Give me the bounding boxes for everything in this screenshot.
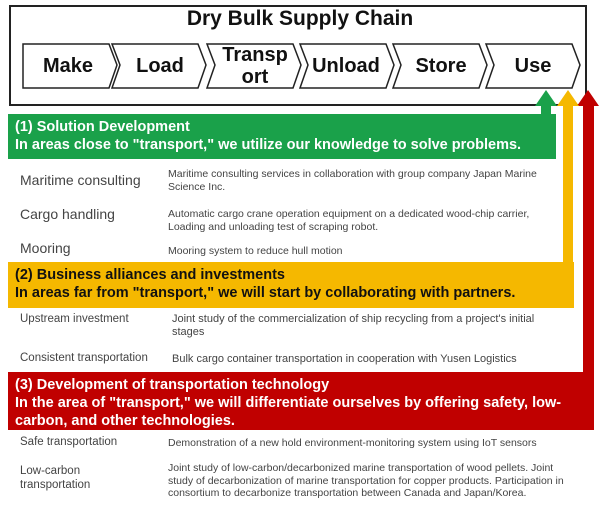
section-3-banner [8,372,594,430]
desc-cargo-handling: Automatic cargo crane operation equipment on a dedicated wood-chip carrier, Loading and unloading test of scraping robot. [168,208,530,233]
item-low-carbon-transportation: Low-carbon transportation [20,465,91,491]
step-transport [212,44,298,88]
desc-mooring: Mooring system to reduce hull motion [168,245,343,257]
step-load: Load [136,55,184,77]
section-1-banner [8,114,556,159]
section-3-subheading: In the area of "transport," we will differentiate ourselves by offering safety, low-carbon, and other technologies. [15,395,562,429]
section-2-banner [8,262,574,308]
step-unload: Unload [312,55,380,77]
step-transport-line1: Transp [222,44,288,66]
desc-low-carbon-transportation: Joint study of low-carbon/decarbonized marine transportation of wood pellets. Joint study of decarbonization of marine transportation for copper products. Participation in consortium to decarbonize transportation between Canada and Japan/Korea. [168,462,564,499]
item-safe-transportation: Safe transportation [20,436,118,448]
step-use: Use [514,55,552,77]
step-transport-line2: ort [241,66,269,88]
red-connector-arrow [577,90,599,378]
item-maritime-consulting: Maritime consulting [20,172,141,188]
yellow-connector-arrow [557,90,579,264]
diagram-title: Dry Bulk Supply Chain [186,7,414,30]
section-1-subheading: In areas close to "transport," we utilize our knowledge to solve problems. [15,137,522,153]
item-cargo-handling: Cargo handling [20,206,115,222]
section-2-subheading: In areas far from "transport," we will start by collaborating with partners. [15,285,516,301]
step-make: Make [42,55,94,77]
desc-upstream-investment: Joint study of the commercialization of ship recycling from a project's initial stages [172,313,535,338]
desc-maritime-consulting: Maritime consulting services in collaboration with group company Japan Marine Science Inc. [168,168,537,193]
section-2-heading: (2) Business alliances and investments [15,267,285,283]
desc-safe-transportation: Demonstration of a new hold environment-monitoring system using IoT sensors [168,437,537,449]
step-store: Store [415,55,467,77]
item-mooring: Mooring [20,240,71,256]
item-upstream-investment: Upstream investment [20,313,129,325]
section-3-heading: (3) Development of transportation technology [15,377,330,393]
desc-consistent-transportation: Bulk cargo container transportation in cooperation with Yusen Logistics [172,353,517,365]
item-consistent-transportation: Consistent transportation [20,352,148,364]
section-1-heading: (1) Solution Development [15,119,190,135]
